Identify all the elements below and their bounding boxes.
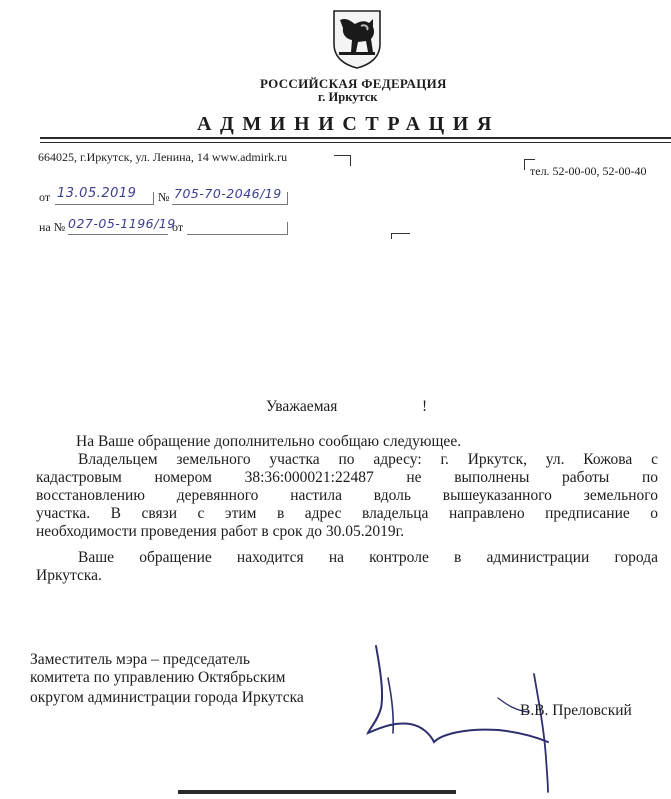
salutation: Уважаемая — [266, 398, 338, 415]
paragraph-intro: На Ваше обращение дополнительно сообщаю следующее. — [76, 433, 462, 450]
coat-of-arms-emblem — [331, 8, 383, 70]
salutation-exclamation: ! — [422, 398, 428, 415]
reg-no-label: № — [158, 190, 170, 204]
reg-date-field — [55, 187, 153, 205]
reg-reply-from-label: от — [172, 220, 184, 234]
reg-date-tick — [153, 192, 154, 205]
signatory-title-line-3: округом администрации города Иркутска — [30, 689, 304, 706]
signatory-name: В.В. Преловский — [520, 702, 632, 719]
reg-number: 705-70-2046/19 — [174, 186, 282, 201]
reg-date: 13.05.2019 — [57, 186, 137, 201]
phones-line: тел. 52-00-00, 52-00-40 — [530, 164, 647, 178]
paragraph-closing-line-2: Иркутска. — [36, 567, 102, 584]
signatory-title-line-2: комитета по управлению Октябрьским — [30, 669, 286, 686]
reg-number-field — [172, 187, 287, 205]
reg-number-tick — [287, 192, 288, 205]
paragraph-main-line-3: восстановлению деревянного настила вдоль вышеуказанного земельного — [36, 487, 658, 504]
city-name: г. Иркутск — [318, 90, 378, 104]
addressee-corner-mark — [391, 233, 410, 239]
paragraph-main-line-1: Владельцем земельного участка по адресу: г. Иркутск, ул. Кожова с — [78, 451, 658, 468]
organization-title: АДМИНИСТРАЦИЯ — [197, 113, 500, 135]
address-bracket — [334, 155, 351, 166]
reg-reply-number: 027-05-1196/19 — [68, 216, 176, 231]
reg-reply-label: на № — [39, 220, 66, 234]
paragraph-closing-line-1: Ваше обращение находится на контроле в администрации города — [78, 549, 658, 566]
signatory-title-line-1: Заместитель мэра – председатель — [30, 651, 250, 668]
address-line: 664025, г.Иркутск, ул. Ленина, 14 www.admirk.ru — [38, 150, 288, 164]
scan-edge-mark — [178, 790, 456, 794]
paragraph-main-line-5: необходимости проведения работ в срок до 30.05.2019г. — [36, 523, 405, 540]
paragraph-main-line-4: участка. В связи с этим в адрес владельца направлено предписание о — [36, 505, 658, 522]
reg-reply-number-field — [68, 216, 176, 235]
paragraph-main-line-2: кадастровым номером 38:36:000021:22487 не выполнены работы по — [36, 469, 658, 486]
reg-reply-date-field — [187, 217, 287, 235]
reg-reply-date-tick — [287, 222, 288, 235]
header-rule-top — [40, 137, 671, 139]
country-name: РОССИЙСКАЯ ФЕДЕРАЦИЯ — [260, 76, 447, 91]
header-rule-bottom — [40, 142, 671, 143]
reg-from-label: от — [39, 190, 51, 204]
